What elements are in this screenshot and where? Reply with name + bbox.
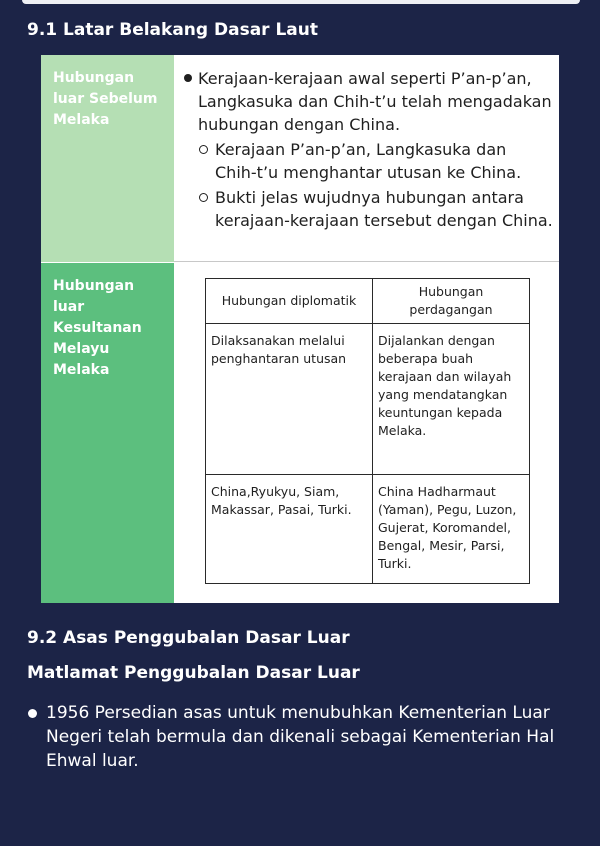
- relations-table: [205, 278, 530, 584]
- hollow-bullet-icon: [199, 145, 208, 154]
- row1-sub-item: [199, 186, 553, 232]
- row2-label: Hubungan luar Kesultanan Melayu Melaka: [53, 278, 142, 378]
- row1-label: Hubungan luar Sebelum Melaka: [53, 70, 158, 128]
- row1-sub-text-1: Kerajaan P’an-p’an, Langkasuka dan Chih-t’u menghantar utusan ke China.: [215, 140, 522, 182]
- row1-label-cell: [41, 55, 174, 262]
- bullet-dot-icon: [28, 709, 37, 718]
- table-cell: China,Ryukyu, Siam, Makassar, Pasai, Turki.: [206, 475, 373, 584]
- row1-sub-item: [199, 138, 553, 184]
- hollow-bullet-icon: [199, 193, 208, 202]
- table-row: [206, 324, 530, 475]
- table-header-diplomatic: Hubungan diplomatik: [206, 279, 373, 324]
- row2-label-cell: [41, 263, 174, 603]
- row1-sub-text-2: Bukti jelas wujudnya hubungan antara kerajaan-kerajaan tersebut dengan China.: [215, 188, 553, 230]
- row1-content: [181, 67, 553, 232]
- section2-subtitle: Matlamat Penggubalan Dasar Luar: [27, 663, 360, 683]
- section2-bullet: [28, 701, 568, 773]
- section2-title: 9.2 Asas Penggubalan Dasar Luar: [27, 628, 350, 648]
- table-cell: Dilaksanakan melalui penghantaran utusan: [206, 324, 373, 475]
- table-header-trade: Hubungan perdagangan: [373, 279, 530, 324]
- table-header-row: [206, 279, 530, 324]
- row1-bullet: [181, 67, 553, 136]
- section2-bullet-text: 1956 Persedian asas untuk menubuhkan Kementerian Luar Negeri telah bermula dan dikenali sebagai Kementerian Hal Ehwal luar.: [46, 703, 555, 771]
- top-tab: [22, 0, 580, 4]
- section1-title: 9.1 Latar Belakang Dasar Laut: [27, 20, 319, 40]
- table-cell: Dijalankan dengan beberapa buah kerajaan dan wilayah yang mendatangkan keuntungan kepada Melaka.: [373, 324, 530, 475]
- bullet-dot-icon: [184, 74, 192, 82]
- row-divider: [174, 261, 559, 262]
- info-panel: [41, 55, 559, 603]
- table-cell: China Hadharmaut (Yaman), Pegu, Luzon, Gujerat, Koromandel, Bengal, Mesir, Parsi, Turki.: [373, 475, 530, 584]
- table-row: [206, 475, 530, 584]
- row1-bullet-text: Kerajaan-kerajaan awal seperti P’an-p’an, Langkasuka dan Chih-t’u telah mengadakan hubungan dengan China.: [198, 69, 552, 134]
